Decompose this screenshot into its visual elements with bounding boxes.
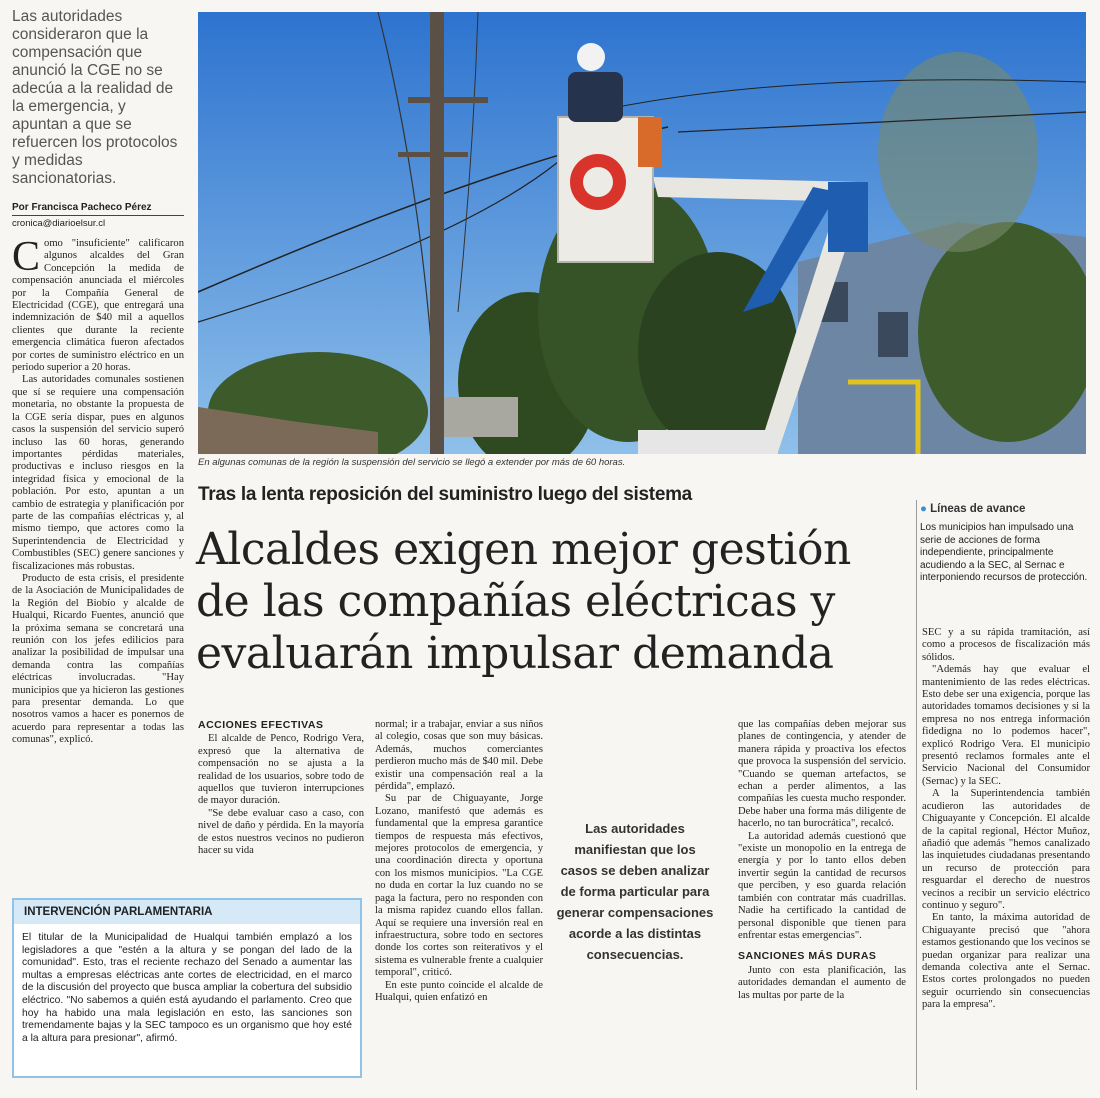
sidebar-divider <box>916 500 917 1090</box>
paragraph: SEC y a su rápida tramitación, así como a procesos de fiscalización más sólidos. <box>922 627 1090 663</box>
sidebar-body: Los municipios han impulsado una serie de acciones de forma independiente, principalmente acudiendo a la SEC, al Sernac e interponiendo recursos de protección. <box>920 522 1088 583</box>
subhead-acciones: ACCIONES EFECTIVAS <box>198 719 324 731</box>
paragraph: La autoridad además cuestionó que "existe un monopolio en la entrega de energía y por lo tanto ellos deben invertir según la cantidad de recursos que perciben, y eso guarda relación también con contratar más cuadrillas. Nadie ha certificado la cantidad de personal disponible que tienen para enfrentar estas emergencias". <box>738 830 906 941</box>
paragraph: En tanto, la máxima autoridad de Chiguayante precisó que "ahora estamos gestionando que los vecinos se puedan organizar para realizar una demanda colectiva ante el Sernac. Estos cortes prolongados no pueden seguir ocurriendo sin consecuencias para la empresa". <box>922 912 1090 1011</box>
column-2 <box>198 719 364 857</box>
box-body: El titular de la Municipalidad de Hualqui también emplazó a los legisladores a que "estén a la altura y se pongan del lado de la comunidad". Esto, tras el reciente rechazo del Senado a aumentar las multas a empresas eléctricas ante cortes de electricidad, en el marco de la discusión del proyecto que busca ampliar la cobertura del subsidio eléctrico. "No sabemos a quién está ayudando el parlamento. Creo que hoy ha habido una mala legislación en esto, las sanciones son tremendamente bajas y la SEC tampoco es un organismo que hoy esté a la altura para presionar", afirmó. <box>22 932 352 1044</box>
sidebar-title: ● Líneas de avance <box>920 503 1026 515</box>
author-email[interactable]: cronica@diarioelsur.cl <box>12 218 106 229</box>
paragraph: Su par de Chiguayante, Jorge Lozano, manifestó que además es fundamental que la empresa garantice tiempos de respuesta más efectivos, mejores protocolos de emergencia, y una coordinación directa y oportuna con los mismos municipios. "La CGE no duda en cortar la luz cuando no se paga la factura, pero no responden con la misma rapidez cuando ellos fallan. Aquí se requiere una inversión real en infraestructura, sobre todo en sectores donde los cortes son reiterativos y el sistema es vulnerable frente a cualquier temporal", criticó. <box>375 793 543 979</box>
lineman-bucket-truck-illustration <box>198 12 1086 454</box>
paragraph: Junto con esta planificación, las autoridades demandan el aumento de las multas por parte de la <box>738 964 906 1001</box>
paragraph: "Además hay que evaluar el mantenimiento de las redes eléctricas. Esto debe ser una exigencia, porque las autoridades tomamos decisiones y si la empresa no nos entrega información fidedigna no lo podemos hacer", explicó Rodrigo Vera. El municipio presentó reclamos formales ante el Servicio Nacional del Consumidor (Sernac) y la SEC. <box>922 664 1090 787</box>
byline: Por Francisca Pacheco Pérez <box>12 202 184 216</box>
intervencion-box <box>12 898 362 1078</box>
column-5 <box>922 627 1090 1012</box>
paragraph: normal; ir a trabajar, enviar a sus niños al colegio, cosas que son muy básicas. Además, muchos comerciantes perdieron mucho más de $40 mil. Debe existir una compensación real a la pérdida", emplazó. <box>375 719 543 793</box>
paragraph: Las autoridades comunales sostienen que sí se requiere una compensación monetaria, no obstante la propuesta de la CGE sería dispar, pues en algunos casos la suspensión del servicio superó incluso las 60 horas, generando importantes pérdidas materiales, productivas e incluso riesgos en la integridad física y emocional de la población. Por esto, apuntan a un cambio de estrategia y planificación por parte de las compañías eléctricas y, al mismo tiempo, que actores como la Superintendencia de Electricidad y Combustibles (SEC) genere sanciones y fiscalizaciones más robustas. <box>12 374 184 572</box>
paragraph: Producto de esta crisis, el presidente de la Asociación de Municipalidades de la Región del Biobío y alcalde de Hualqui, Ricardo Fuentes, anunció que la próxima semana se concretará una reunión con los jefes edilicios para analizar la posibilidad de impulsar una demanda contra las compañías eléctricas involucradas. "Hay municipios que ya hicieron las gestiones para presentar demanda. Lo que nosotros vamos a hacer es ponernos de acuerdo para representar a todas las comunas", explicó. <box>12 572 184 746</box>
paragraph: "Se debe evaluar caso a caso, con nivel de daño y pérdida. En la mayoría de estos nuestros vecinos no pudieron hacer su vida <box>198 807 364 857</box>
pull-quote: Las autoridades manifiestan que los casos se deben analizar de forma particular para generar compensaciones acorde a las distintas consecuencias. <box>556 821 714 962</box>
article-deck: Las autoridades consideraron que la compensación que anunció la CGE no se adecúa a la realidad de la emergencia, y apuntan a que se refuercen los protocolos y medidas sancionatorias. <box>12 8 178 187</box>
paragraph: El alcalde de Penco, Rodrigo Vera, expresó que la alternativa de compensación no se ajusta a la realidad de los usuarios, sobre todo de aquellos que tuvieron interrupciones de mayor duración. <box>198 733 364 807</box>
box-title: INTERVENCIÓN PARLAMENTARIA <box>14 900 360 924</box>
drop-cap: C <box>12 234 41 280</box>
headline: Alcaldes exigen mejor gestión de las compañías eléctricas y evaluarán impulsar demanda <box>196 524 851 679</box>
kicker: Tras la lenta reposición del suministro luego del sistema <box>198 484 692 505</box>
paragraph: Como "insuficiente" calificaron algunos alcaldes del Gran Concepción la medida de compensación anunciada el miércoles por la Compañía General de Electricidad (CGE), que entregará una indemnización de $40 mil a aquellos clientes que durante la reciente emergencia climática fueron afectados por cortes de suministro eléctrico en un periodo superior a 20 horas. <box>12 234 184 374</box>
column-1 <box>12 234 184 747</box>
paragraph: A la Superintendencia también acudieron las autoridades de Chiguayante y Concepción. El alcalde de la capital regional, Héctor Muñoz, añadió que además "hemos canalizado las inquietudes ciudadanas presentando un recurso de protección para resguardar el derecho de nuestros vecinos a recibir un servicio eléctrico continuo y seguro". <box>922 788 1090 911</box>
paragraph: En este punto coincide el alcalde de Hualqui, quien enfatizó en <box>375 979 543 1003</box>
photo-caption: En algunas comunas de la región la suspensión del servicio se llegó a extender por más de 60 horas. <box>198 457 626 468</box>
bullet-dot-icon: ● <box>920 503 927 515</box>
subhead-sanciones: SANCIONES MÁS DURAS <box>738 950 877 963</box>
column-4 <box>738 719 906 1002</box>
column-3 <box>375 719 543 1004</box>
article-photo <box>198 12 1086 454</box>
paragraph: que las compañías deben mejorar sus planes de contingencia, y atender de manera rápida y proactiva los efectos que provoca la suspensión del servicio. "Cuando se queman artefactos, se echan a perder alimentos, a las compañías les cuesta mucho responder. Debe haber una forma más diligente de hacerlo, no tan burocrática", recalcó. <box>738 719 906 830</box>
